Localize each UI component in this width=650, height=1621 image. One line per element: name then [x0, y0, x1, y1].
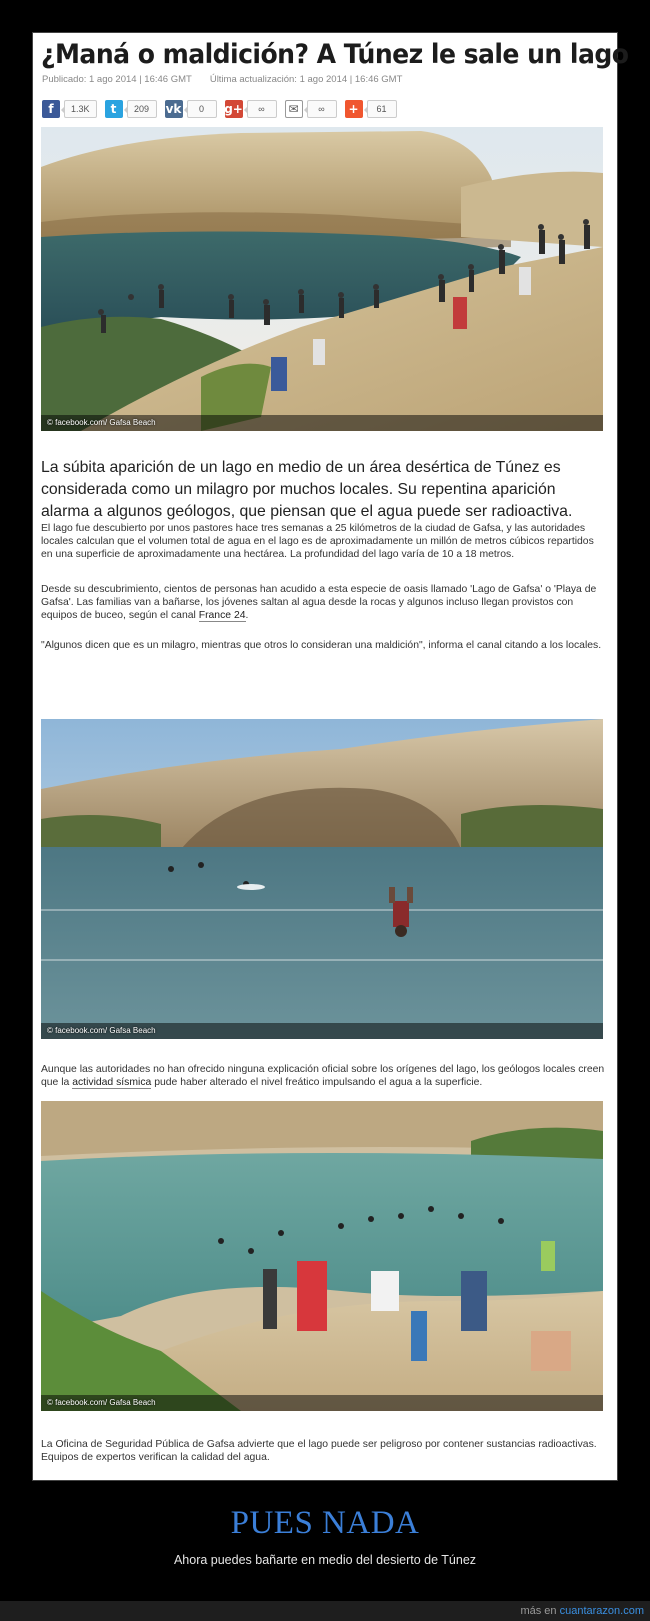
lake-photo-2	[41, 719, 603, 1039]
paragraph-3: "Algunos dicen que es un milagro, mientras que otros lo consideran una maldición", informa el canal citando a los locales.	[41, 640, 602, 651]
post-subtitle: Ahora puedes bañarte en medio del desierto de Túnez	[173, 1553, 477, 1567]
vk-icon: vk	[165, 102, 182, 116]
france24-link[interactable]: France 24	[198, 610, 246, 621]
plus-icon: +	[345, 100, 363, 118]
article-title: ¿Maná o maldición? A Túnez le sale un lago	[41, 39, 629, 70]
share-count: ∞	[247, 100, 277, 118]
twitter-share-button[interactable]	[105, 99, 157, 119]
lake-photo-3	[41, 1101, 603, 1411]
seismic-activity-link[interactable]: actividad sísmica	[72, 1077, 152, 1088]
updated-date: Última actualización: 1 ago 2014 | 16:46 GMT	[209, 74, 403, 85]
plus-share-button[interactable]	[345, 99, 397, 119]
vk-share-button[interactable]	[165, 99, 217, 119]
bottom-bar	[0, 1601, 650, 1621]
site-link[interactable]: cuantarazon.com	[559, 1605, 644, 1617]
lake-photo-1	[41, 127, 603, 431]
lead-paragraph: La súbita aparición de un lago en medio de un área desértica de Túnez es considerada como un milagro por muchos locales. Su repentina aparición alarma a algunos geólogos, que piensan que el agua puede ser radioactiva.	[41, 459, 573, 520]
share-count: ∞	[307, 100, 337, 118]
photo-caption: © facebook.com/ Gafsa Beach	[47, 1398, 156, 1407]
facebook-icon: f	[42, 100, 60, 118]
google-plus-icon: g+	[224, 102, 243, 116]
facebook-share-button[interactable]	[42, 99, 97, 119]
share-count: 1.3K	[64, 100, 97, 118]
paragraph-4: Aunque las autoridades no han ofrecido ninguna explicación oficial sobre los orígenes del lago, los geólogos locales creen que la actividad sísmica pude haber alterado el nivel freático impulsando el agua a la superficie.	[41, 1064, 605, 1088]
paragraph-1: El lago fue descubierto por unos pastores hace tres semanas a 25 kilómetros de la ciudad de Gafsa, y las autoridades locales calculan que el volumen total de agua en el lago es de aproximadamente un millón de metros cúbicos repartidos en una superficie de aproximadamente una hectárea. La profundidad del lago varía de 10 a 18 metros.	[41, 523, 594, 560]
photo-caption: © facebook.com/ Gafsa Beach	[47, 418, 156, 427]
paragraph-5: La Oficina de Seguridad Pública de Gafsa advierte que el lago puede ser peligroso por contener sustancias radioactivas. Equipos de expertos verifican la calidad del agua.	[41, 1439, 597, 1463]
share-count: 209	[127, 100, 157, 118]
share-bar	[42, 99, 397, 119]
published-date: Publicado: 1 ago 2014 | 16:46 GMT	[42, 74, 192, 85]
post-title: PUES NADA	[230, 1505, 420, 1541]
google-plus-share-button[interactable]	[225, 99, 277, 119]
share-count: 61	[367, 100, 397, 118]
article-meta	[42, 74, 402, 85]
article-card	[32, 32, 629, 1481]
paragraph-2: Desde su descubrimiento, cientos de personas han acudido a esta especie de oasis llamado 'Lago de Gafsa' o 'Playa de Gafsa'. Las familias van a bañarse, los jóvenes saltan al agua desde la rocas y algunos incluso llegan provistos con equipos de buceo, según el canal France 24.	[41, 584, 597, 621]
photo-caption: © facebook.com/ Gafsa Beach	[47, 1026, 156, 1035]
email-icon: ✉	[285, 100, 303, 118]
twitter-icon: t	[105, 100, 123, 118]
email-share-button[interactable]	[285, 99, 337, 119]
share-count: 0	[187, 100, 217, 118]
more-link-text: más en cuantarazon.com	[520, 1605, 644, 1617]
